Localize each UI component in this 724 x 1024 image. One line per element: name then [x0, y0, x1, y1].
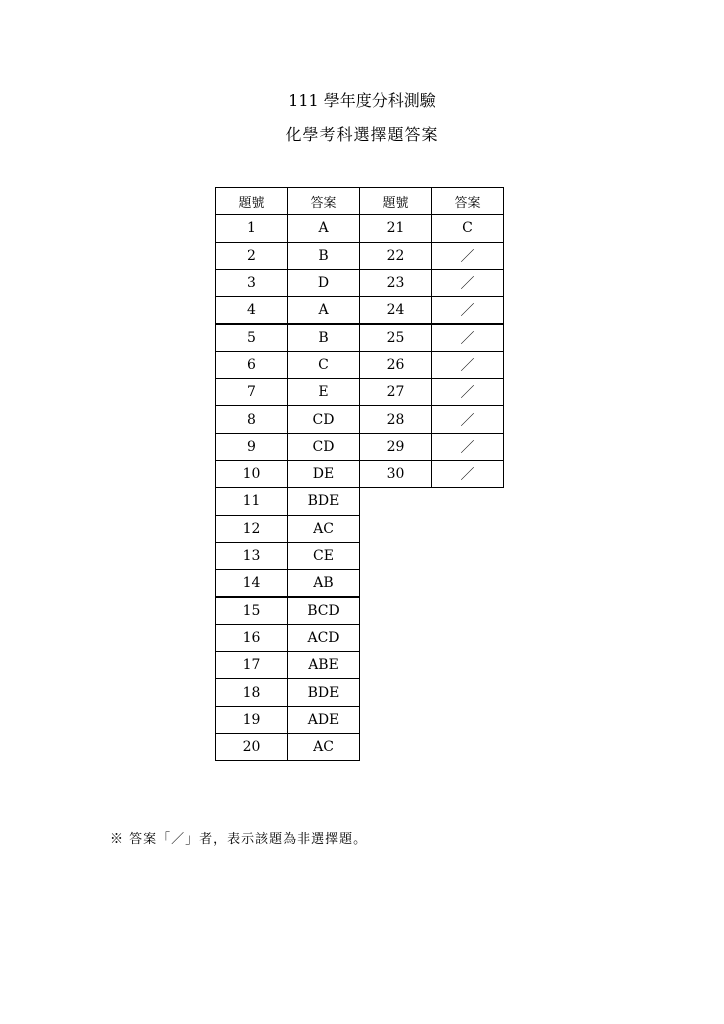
question-number-cell: 10: [215, 460, 288, 488]
answer-cell: C: [287, 351, 360, 379]
question-number-cell: 8: [215, 405, 288, 433]
answer-cell: ACD: [287, 624, 360, 652]
question-number-cell: 15: [215, 597, 288, 625]
question-number-cell: 1: [215, 214, 288, 242]
answer-cell: D: [287, 269, 360, 297]
answer-cell: CE: [287, 542, 360, 570]
answer-cell: DE: [287, 460, 360, 488]
question-number-cell: 7: [215, 378, 288, 406]
answer-cell: A: [287, 296, 360, 324]
question-number-cell: 22: [359, 242, 432, 270]
question-number-cell: 26: [359, 351, 432, 379]
answer-cell: CD: [287, 433, 360, 461]
table-header-cell: 題號: [215, 187, 288, 215]
question-number-cell: 9: [215, 433, 288, 461]
question-number-cell: 17: [215, 651, 288, 679]
answer-cell: C: [431, 214, 504, 242]
question-number-cell: 29: [359, 433, 432, 461]
question-number-cell: 19: [215, 706, 288, 734]
question-number-cell: 5: [215, 324, 288, 352]
answer-cell: BDE: [287, 487, 360, 515]
answer-cell: ／: [431, 351, 504, 379]
answer-cell: A: [287, 214, 360, 242]
answer-cell: ／: [431, 405, 504, 433]
document-subtitle: 化學考科選擇題答案: [285, 125, 439, 144]
answer-cell: ／: [431, 296, 504, 324]
answer-cell: ／: [431, 460, 504, 488]
answer-cell: ABE: [287, 651, 360, 679]
answer-cell: ／: [431, 324, 504, 352]
question-number-cell: 4: [215, 296, 288, 324]
answer-cell: B: [287, 324, 360, 352]
question-number-cell: 27: [359, 378, 432, 406]
answer-cell: AC: [287, 733, 360, 761]
answer-cell: ADE: [287, 706, 360, 734]
document-title: 111 學年度分科測驗: [288, 91, 436, 110]
table-header-cell: 答案: [431, 187, 504, 215]
answer-cell: BDE: [287, 678, 360, 706]
table-header-cell: 答案: [287, 187, 360, 215]
question-number-cell: 16: [215, 624, 288, 652]
question-number-cell: 28: [359, 405, 432, 433]
question-number-cell: 20: [215, 733, 288, 761]
question-number-cell: 18: [215, 678, 288, 706]
answer-cell: AC: [287, 515, 360, 543]
answer-cell: ／: [431, 269, 504, 297]
answer-cell: B: [287, 242, 360, 270]
question-number-cell: 13: [215, 542, 288, 570]
question-number-cell: 12: [215, 515, 288, 543]
question-number-cell: 30: [359, 460, 432, 488]
table-header-cell: 題號: [359, 187, 432, 215]
question-number-cell: 2: [215, 242, 288, 270]
question-number-cell: 3: [215, 269, 288, 297]
answer-cell: ／: [431, 242, 504, 270]
question-number-cell: 6: [215, 351, 288, 379]
answer-cell: E: [287, 378, 360, 406]
answer-cell: CD: [287, 405, 360, 433]
question-number-cell: 23: [359, 269, 432, 297]
question-number-cell: 24: [359, 296, 432, 324]
footnote: ※ 答案「／」者，表示該題為非選擇題。: [110, 832, 368, 847]
question-number-cell: 14: [215, 569, 288, 597]
question-number-cell: 11: [215, 487, 288, 515]
answer-cell: ／: [431, 433, 504, 461]
answer-cell: BCD: [287, 597, 360, 625]
answer-cell: AB: [287, 569, 360, 597]
question-number-cell: 25: [359, 324, 432, 352]
answer-cell: ／: [431, 378, 504, 406]
question-number-cell: 21: [359, 214, 432, 242]
